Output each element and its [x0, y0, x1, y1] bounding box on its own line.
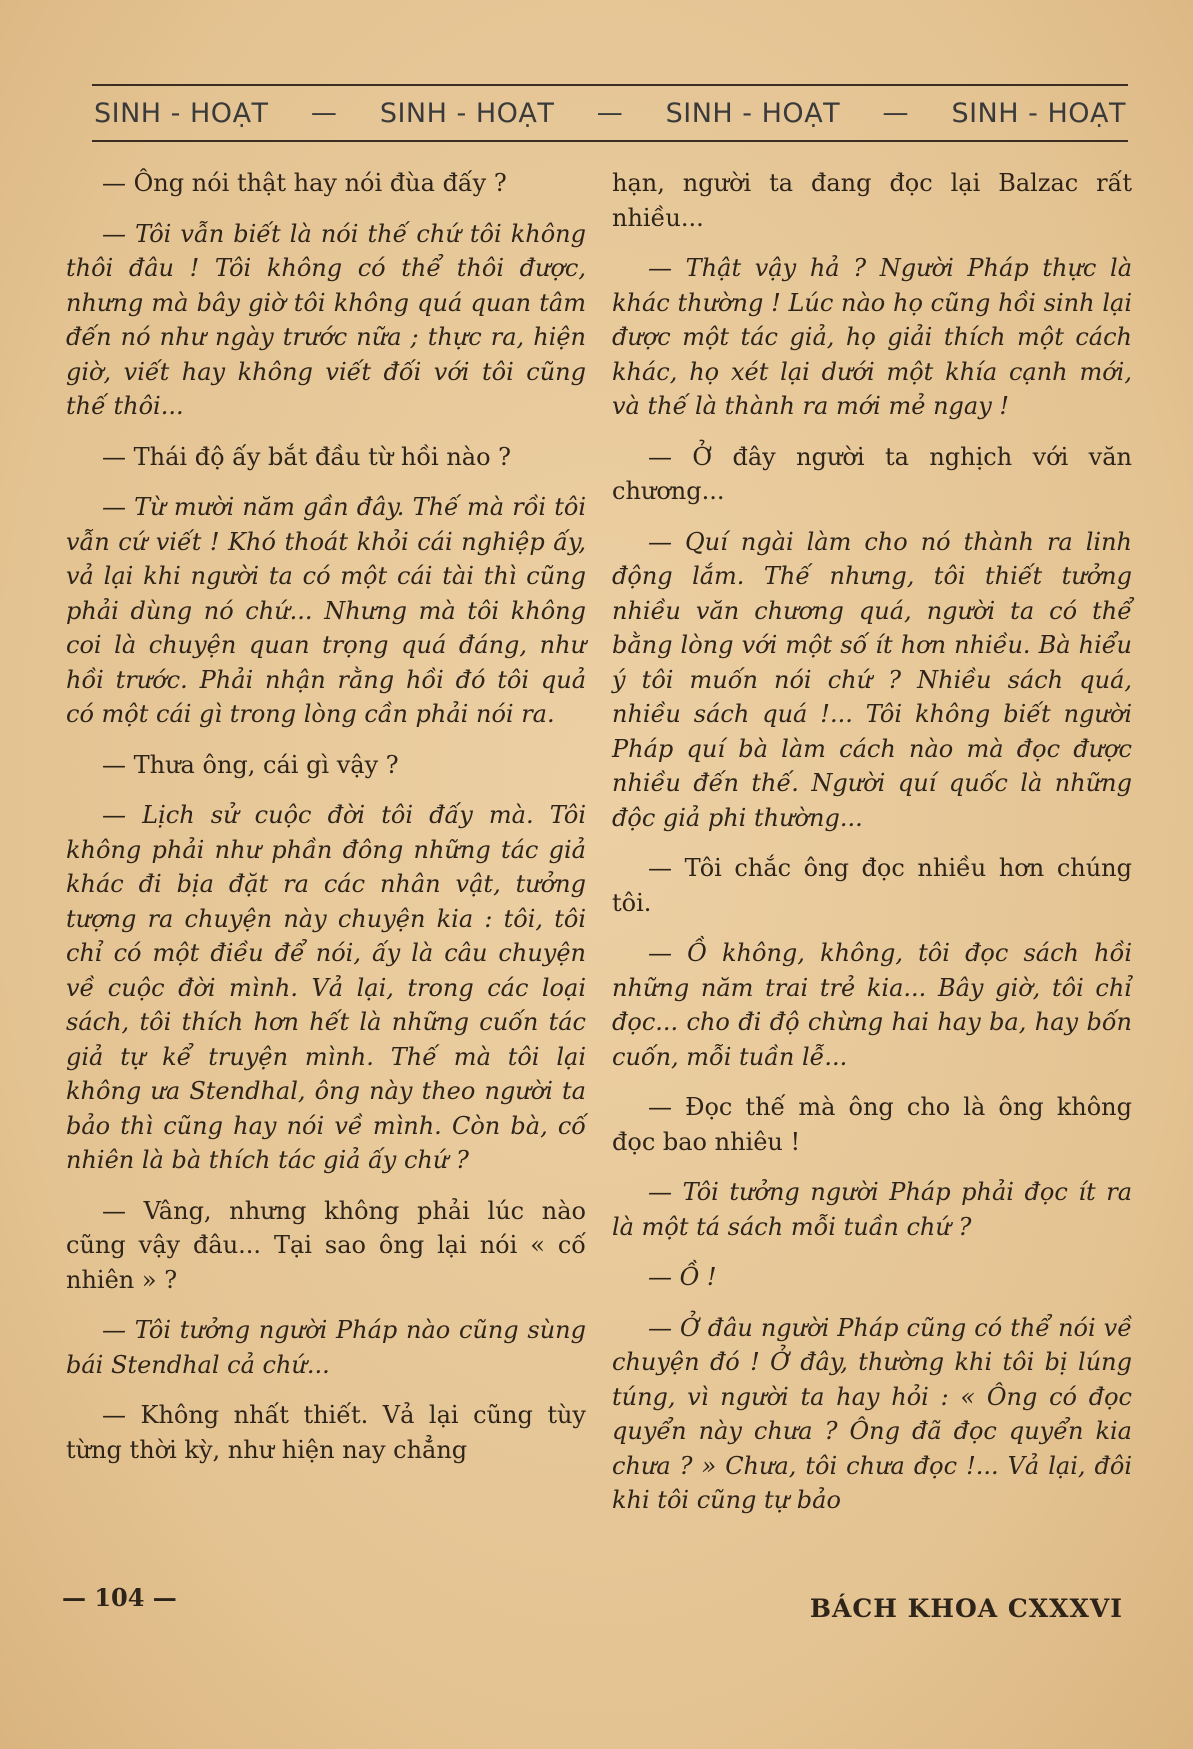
dialogue-paragraph: — Ồ không, không, tôi đọc sách hồi những năm trai trẻ kia... Bây giờ, tôi chỉ đọc... cho đi độ chừng hai hay ba, hay bốn cuốn, mỗi tuần lễ... — [612, 939, 1132, 1071]
dialogue-paragraph: — Ồ ! — [648, 1263, 717, 1291]
dialogue-paragraph: — Thật vậy hả ? Người Pháp thực là khác thường ! Lúc nào họ cũng hồi sinh lại được một tác giả, họ giải thích một cách khác, họ xét lại dưới một khía cạnh mới, và thế là thành ra mới mẻ ngay ! — [612, 254, 1132, 420]
dialogue-paragraph: — Quí ngài làm cho nó thành ra linh động lắm. Thế nhưng, tôi thiết tưởng nhiều văn chương quá, người ta có thể bằng lòng với một số ít hơn nhiều. Bà hiểu ý tôi muốn nói chứ ? Nhiều sách quá, nhiều sách quá !... Tôi không biết người Pháp quí bà làm cách nào mà đọc được nhiều đến thế. Người quí quốc là những độc giả phi thường... — [612, 527, 1132, 832]
dialogue-paragraph: — Thái độ ấy bắt đầu từ hồi nào ? — [102, 442, 512, 471]
header-section-2: SINH - HOẠT — [379, 97, 555, 129]
header-section-4: SINH - HOẠT — [951, 97, 1126, 129]
dialogue-paragraph: — Không nhất thiết. Vả lại cũng tùy từng thời kỳ, như hiện nay chẳng — [66, 1401, 586, 1464]
dialogue-paragraph: — Đọc thế mà ông cho là ông không đọc bao nhiêu ! — [612, 1093, 1132, 1156]
dialogue-paragraph: — Ở đâu người Pháp cũng có thể nói về chuyện đó ! Ở đây, thường khi tôi bị lúng túng, vì người ta hay hỏi : « Ông có đọc quyển này chưa ? Ông đã đọc quyển kia chưa ? » Chưa, tôi chưa đọc !... Vả lại, đôi khi tôi cũng tự bảo — [612, 1313, 1132, 1514]
right-column — [612, 166, 1132, 1534]
dialogue-paragraph: — Tôi tưởng người Pháp phải đọc ít ra là một tá sách mỗi tuần chứ ? — [612, 1178, 1132, 1241]
dialogue-paragraph: — Tôi tưởng người Pháp nào cũng sùng bái Stendhal cả chứ... — [66, 1316, 586, 1379]
page-header — [92, 84, 1128, 142]
dialogue-paragraph: — Thưa ông, cái gì vậy ? — [102, 750, 399, 779]
publication-name: BÁCH KHOA CXXXVI — [809, 1594, 1123, 1623]
page-number: — 104 — — [62, 1583, 177, 1612]
header-separator: — — [882, 98, 910, 128]
header-section-1: SINH - HOẠT — [94, 97, 269, 129]
dialogue-paragraph: — Tôi vẫn biết là nói thế chứ tôi không thôi đâu ! Tôi không có thể thôi được, nhưng mà bây giờ tôi không quá quan tâm đến nó như ngày trước nữa ; thực ra, hiện giờ, viết hay không viết đối với tôi cũng thế thôi... — [66, 219, 586, 420]
dialogue-paragraph: — Lịch sử cuộc đời tôi đấy mà. Tôi không phải như phần đông những tác giả khác đi bịa đặt ra các nhân vật, tưởng tượng ra chuyện này chuyện kia : tôi, tôi chỉ có một điều để nói, ấy là câu chuyện về cuộc đời mình. Vả lại, trong các loại sách, tôi thích hơn hết là những cuốn tác giả tự kể truyện mình. Thế mà tôi lại không ưa Stendhal, ông này theo người ta bảo thì cũng hay nói về mình. Còn bà, cố nhiên là bà thích tác giả ấy chứ ? — [66, 801, 586, 1174]
left-column — [66, 166, 586, 1483]
header-separator: — — [596, 98, 624, 128]
dialogue-paragraph: — Ông nói thật hay nói đùa đấy ? — [102, 169, 507, 197]
dialogue-paragraph: hạn, người ta đang đọc lại Balzac rất nhiều... — [612, 169, 1132, 232]
dialogue-paragraph: — Ở đây người ta nghịch với văn chương... — [612, 442, 1132, 505]
header-separator: — — [310, 98, 338, 128]
header-section-3: SINH - HOẠT — [665, 97, 841, 129]
dialogue-paragraph: — Vâng, nhưng không phải lúc nào cũng vậy đâu... Tại sao ông lại nói « cố nhiên » ? — [66, 1196, 586, 1294]
dialogue-paragraph: — Tôi chắc ông đọc nhiều hơn chúng tôi. — [612, 854, 1132, 917]
dialogue-paragraph: — Từ mười năm gần đây. Thế mà rồi tôi vẫn cứ viết ! Khó thoát khỏi cái nghiệp ấy, vả lại khi người ta có một cái tài thì cũng phải dùng nó chứ... Nhưng mà tôi không coi là chuyện quan trọng quá đáng, như hồi trước. Phải nhận rằng hồi đó tôi quả có một cái gì trong lòng cần phải nói ra. — [66, 493, 586, 728]
